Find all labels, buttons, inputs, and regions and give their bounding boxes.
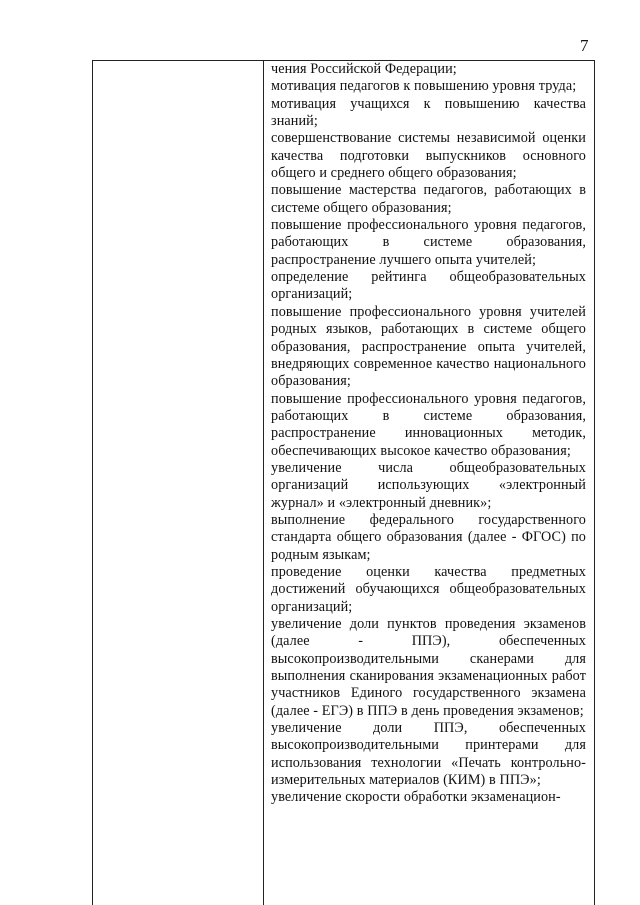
- list-item: мотивация педагогов к повышению уровня труда;: [271, 78, 577, 95]
- list-item: увеличение скорости обработки экзаменацион-: [271, 789, 561, 806]
- list-item: повышение профессионального уровня педагогов, работающих в системе образования, распространение лучшего опыта учителей;: [271, 217, 586, 268]
- list-item: определение рейтинга общеобразовательных организаций;: [271, 269, 586, 303]
- right-cell-text: [271, 61, 586, 807]
- list-item: увеличение числа общеобразовательных организаций использующих «электронный журнал» и «электронный дневник»;: [271, 459, 586, 511]
- list-item: увеличение доли ППЭ, обеспеченных высокопроизводительными принтерами для использования технологии «Печать контрольно-измерительных материалов (КИМ) в ППЭ»;: [271, 720, 586, 789]
- list-item: повышение профессионального уровня педагогов, работающих в системе образования, распространение инновационных методик, обеспечивающих высокое качество образования;: [271, 390, 586, 459]
- list-item: чения Российской Федерации;: [271, 61, 457, 77]
- list-item: выполнение федерального государственного стандарта общего образования (далее - ФГОС) по родным языкам;: [271, 511, 586, 563]
- list-item: мотивация учащихся к повышению качества знаний;: [271, 95, 586, 130]
- page-number: 7: [580, 36, 589, 55]
- list-item: повышение профессионального уровня учителей родных языков, работающих в системе общего образования, распространение опыта учителей, внедряющих современное качество национального образования;: [271, 303, 586, 390]
- list-item: совершенствование системы независимой оценки качества подготовки выпускников основного общего и среднего общего образования;: [271, 130, 586, 182]
- list-item: увеличение доли пунктов проведения экзаменов (далее - ППЭ), обеспеченных высокопроизводительными сканерами для выполнения сканирования экзаменационных работ участников Единого государственного экзамена (далее - ЕГЭ) в ППЭ в день проведения экзаменов;: [271, 616, 586, 719]
- document-table: [92, 60, 595, 905]
- column-divider: [263, 61, 264, 905]
- list-item: повышение мастерства педагогов, работающих в системе общего образования;: [271, 182, 586, 216]
- list-item: проведение оценки качества предметных достижений обучающихся общеобразовательных организаций;: [271, 563, 586, 615]
